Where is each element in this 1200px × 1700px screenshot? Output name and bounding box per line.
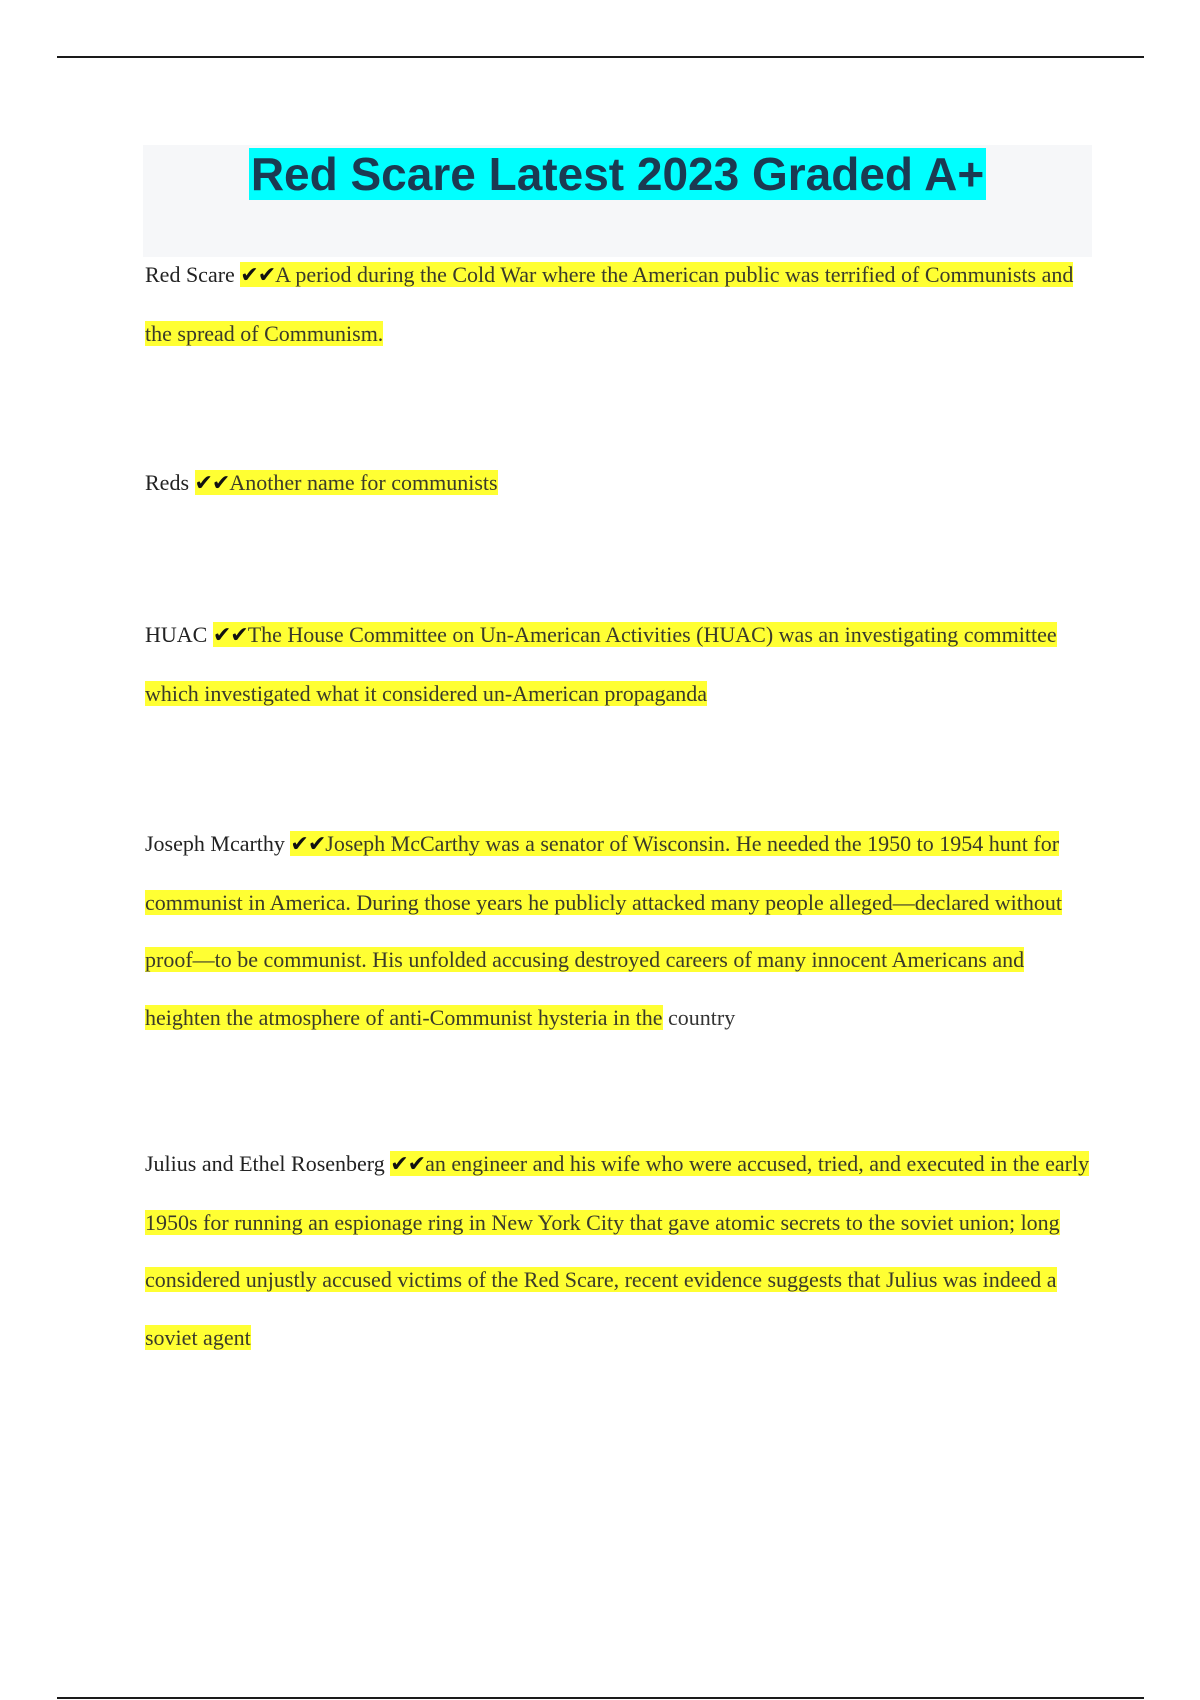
entry-term: Reds — [145, 470, 189, 495]
title-band — [143, 145, 1092, 257]
entry-unhighlighted-tail: country — [662, 1004, 736, 1030]
entry-definition: A period during the Cold War where the American public was terrified of Communists and the spread of Communism. — [145, 262, 1074, 346]
page-title-text: Red Scare Latest 2023 Graded A+ — [250, 148, 985, 200]
top-rule — [57, 56, 1144, 58]
entry-definition: The House Committee on Un-American Activities (HUAC) was an investigating committee which investigated what it considered un-American propaganda — [145, 622, 1057, 706]
flashcard-entry-red-scare — [145, 246, 1095, 362]
page-title — [143, 147, 1092, 201]
flashcard-entry-huac — [145, 606, 1095, 722]
flashcard-entry-rosenberg — [145, 1135, 1095, 1366]
entry-definition: Another name for communists — [229, 470, 498, 495]
entry-term: Julius and Ethel Rosenberg — [145, 1151, 385, 1176]
entry-definition: Joseph McCarthy was a senator of Wisconsin. He needed the 1950 to 1954 hunt for communist in America. During those years he publicly attacked many people alleged—declared without proof—to be communist. His unfolded accusing destroyed careers of many innocent Americans and heighten the atmosphere of anti-Communist hysteria in the — [145, 831, 1062, 1030]
entry-definition: an engineer and his wife who were accused, tried, and executed in the early 1950s for running an espionage ring in New York City that gave atomic secrets to the soviet union; long considered unjustly accused victims of the Red Scare, recent evidence suggests that Julius was indeed a soviet agent — [145, 1151, 1090, 1350]
double-check-icon: ✔✔ — [194, 471, 230, 496]
entry-term: Joseph Mcarthy — [145, 831, 285, 856]
flashcard-entry-joseph-mcarthy — [145, 815, 1095, 1046]
double-check-icon: ✔✔ — [212, 623, 248, 648]
bottom-rule — [57, 1697, 1144, 1699]
entry-term: Red Scare — [145, 262, 235, 287]
flashcard-entry-reds — [145, 454, 1095, 513]
double-check-icon: ✔✔ — [390, 1152, 426, 1177]
entry-term: HUAC — [145, 622, 208, 647]
double-check-icon: ✔✔ — [240, 263, 276, 288]
double-check-icon: ✔✔ — [290, 832, 326, 857]
